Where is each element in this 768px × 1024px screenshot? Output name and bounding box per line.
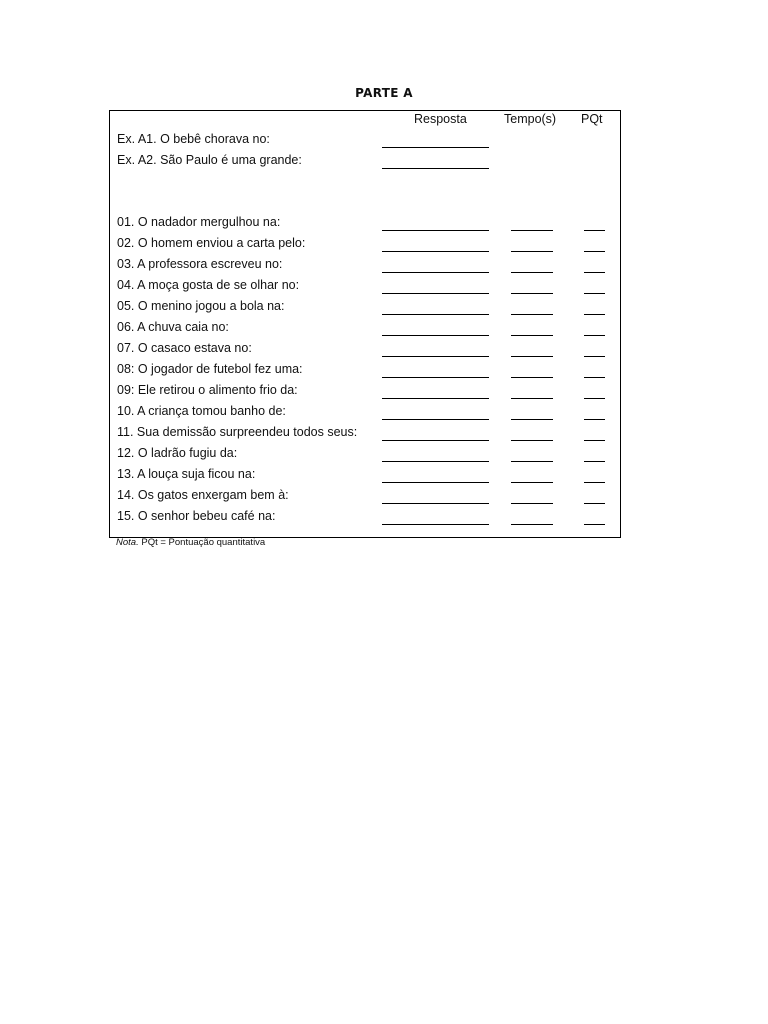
example-label: Ex. A2. São Paulo é uma grande: <box>117 153 302 167</box>
time-blank <box>511 251 553 252</box>
score-blank <box>584 440 605 441</box>
score-blank <box>584 272 605 273</box>
time-blank <box>511 461 553 462</box>
answer-blank <box>382 272 489 273</box>
example-row <box>0 132 768 153</box>
answer-blank <box>382 440 489 441</box>
list-item <box>0 320 768 341</box>
question-label: 04. A moça gosta de se olhar no: <box>117 278 300 292</box>
list-item <box>0 362 768 383</box>
question-label: 05. O menino jogou a bola na: <box>117 299 285 313</box>
time-blank <box>511 482 553 483</box>
question-label: 15. O senhor bebeu café na: <box>117 509 276 523</box>
column-header-tempo: Tempo(s) <box>504 112 557 126</box>
question-label: 12. O ladrão fugiu da: <box>117 446 238 460</box>
answer-blank <box>382 335 489 336</box>
time-blank <box>511 377 553 378</box>
time-blank <box>511 398 553 399</box>
column-header-resposta: Resposta <box>414 112 467 126</box>
list-item <box>0 278 768 299</box>
example-row <box>0 153 768 174</box>
footnote <box>116 537 265 548</box>
time-blank <box>511 293 553 294</box>
list-item <box>0 404 768 425</box>
answer-blank <box>382 482 489 483</box>
score-blank <box>584 314 605 315</box>
answer-blank <box>382 419 489 420</box>
score-blank <box>584 398 605 399</box>
question-label: 11. Sua demissão surpreendeu todos seus: <box>117 425 358 439</box>
time-blank <box>511 356 553 357</box>
score-blank <box>584 251 605 252</box>
list-item <box>0 257 768 278</box>
answer-blank <box>382 314 489 315</box>
answer-blank <box>382 356 489 357</box>
answer-blank <box>382 147 489 148</box>
time-blank <box>511 419 553 420</box>
column-header-pqt: PQt <box>581 112 603 126</box>
score-blank <box>584 482 605 483</box>
time-blank <box>511 272 553 273</box>
list-item <box>0 425 768 446</box>
footnote-label: Nota. <box>116 537 139 548</box>
score-blank <box>584 230 605 231</box>
time-blank <box>511 335 553 336</box>
answer-blank <box>382 398 489 399</box>
list-item <box>0 341 768 362</box>
time-blank <box>511 230 553 231</box>
question-label: 02. O homem enviou a carta pelo: <box>117 236 306 250</box>
question-label: 14. Os gatos enxergam bem à: <box>117 488 289 502</box>
list-item <box>0 215 768 236</box>
answer-blank <box>382 168 489 169</box>
example-label: Ex. A1. O bebê chorava no: <box>117 132 270 146</box>
page-title: PARTE A <box>355 86 413 100</box>
score-blank <box>584 419 605 420</box>
answer-blank <box>382 251 489 252</box>
answer-blank <box>382 461 489 462</box>
question-label: 09: Ele retirou o alimento frio da: <box>117 383 298 397</box>
answer-blank <box>382 377 489 378</box>
time-blank <box>511 314 553 315</box>
list-item <box>0 236 768 257</box>
score-blank <box>584 524 605 525</box>
time-blank <box>511 503 553 504</box>
answer-blank <box>382 503 489 504</box>
score-blank <box>584 293 605 294</box>
list-item <box>0 299 768 320</box>
time-blank <box>511 524 553 525</box>
answer-blank <box>382 293 489 294</box>
list-item <box>0 509 768 530</box>
score-blank <box>584 503 605 504</box>
score-blank <box>584 356 605 357</box>
list-item <box>0 467 768 488</box>
list-item <box>0 446 768 467</box>
answer-blank <box>382 230 489 231</box>
question-label: 08: O jogador de futebol fez uma: <box>117 362 303 376</box>
list-item <box>0 488 768 509</box>
list-item <box>0 383 768 404</box>
question-label: 07. O casaco estava no: <box>117 341 252 355</box>
question-label: 10. A criança tomou banho de: <box>117 404 286 418</box>
answer-blank <box>382 524 489 525</box>
score-blank <box>584 461 605 462</box>
question-label: 01. O nadador mergulhou na: <box>117 215 281 229</box>
time-blank <box>511 440 553 441</box>
score-blank <box>584 335 605 336</box>
question-label: 13. A louça suja ficou na: <box>117 467 256 481</box>
footnote-text: PQt = Pontuação quantitativa <box>141 537 266 548</box>
score-blank <box>584 377 605 378</box>
question-label: 06. A chuva caia no: <box>117 320 229 334</box>
question-label: 03. A professora escreveu no: <box>117 257 283 271</box>
